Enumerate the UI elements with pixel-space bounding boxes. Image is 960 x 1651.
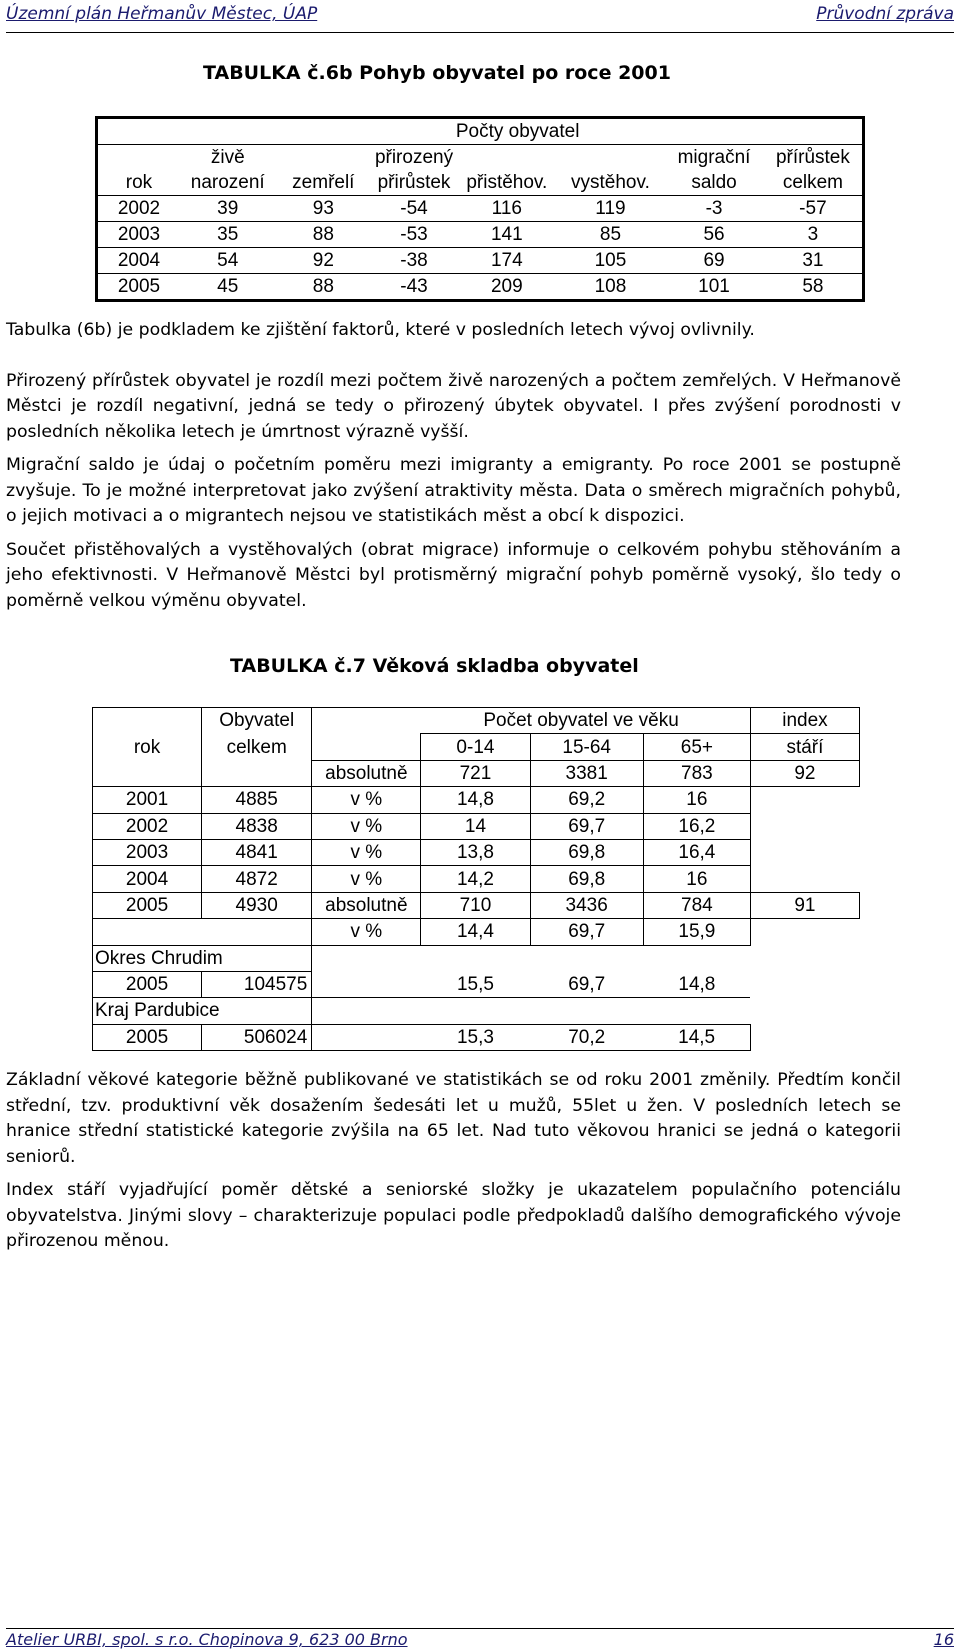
empty-cell [421, 945, 530, 971]
col-header: rok [125, 172, 153, 193]
empty-cell [750, 945, 859, 971]
table-cell: 69,8 [530, 866, 643, 892]
empty-cell [750, 971, 859, 997]
col-header: zemřelí [292, 172, 355, 193]
table-cell: 2001 [93, 787, 202, 813]
empty-cell [312, 1024, 421, 1050]
table-cell: 2005 [93, 892, 202, 918]
table-cell: 16 [643, 866, 750, 892]
table-cell: 4872 [202, 866, 312, 892]
page-header [6, 4, 954, 33]
table-cell: 58 [802, 276, 824, 297]
table-cell: 119 [595, 198, 626, 219]
table-cell: v % [312, 813, 421, 839]
table-cell: 93 [312, 198, 334, 219]
table-row [93, 945, 860, 971]
table-cell: Okres Chrudim [93, 945, 312, 971]
table-header-row [97, 145, 864, 171]
text-block-1 [6, 318, 901, 614]
table-row [93, 919, 860, 945]
table-cell: 69,7 [530, 813, 643, 839]
table-7-age-structure [92, 707, 860, 1051]
empty-cell [750, 1024, 859, 1050]
table-cell: 14,8 [643, 971, 750, 997]
empty-cell [530, 945, 643, 971]
table-cell: v % [312, 787, 421, 813]
empty-cell [664, 118, 764, 145]
empty-cell [750, 998, 859, 1024]
page-number: 16 [933, 1630, 954, 1649]
empty-cell [202, 919, 312, 945]
table-row [97, 248, 864, 274]
table-cell: 2003 [93, 839, 202, 865]
table-cell: 710 [421, 892, 530, 918]
table7-title: TABULKA č.7 Věková skladba obyvatel [230, 655, 639, 677]
table-cell: v % [312, 839, 421, 865]
empty-cell [312, 971, 421, 997]
table-6b-population-movement [95, 116, 865, 302]
col-header: celkem [782, 172, 843, 193]
empty-cell [750, 839, 859, 865]
table-cell: 4841 [202, 839, 312, 865]
table-cell: 14 [421, 813, 530, 839]
col-header: vystěhov. [571, 172, 650, 193]
table-cell: 506024 [202, 1024, 312, 1050]
paragraph: Přirozený přírůstek obyvatel je rozdíl mezi počtem živě narozených a počtem zemřelých. V Heřmanově Městci je rozdíl negativní, jedná se tedy o přirozený úbytek obyvatel. I přes zvýšení porodnosti v posledních několika letech je úmrtnost výrazně vyšší. [6, 370, 901, 442]
table-cell: 69 [703, 250, 725, 271]
table-cell: 45 [217, 276, 239, 297]
table-cell: 16,2 [643, 813, 750, 839]
empty-cell [276, 145, 372, 171]
table-cell: 15,9 [643, 919, 750, 945]
empty-cell [93, 760, 202, 786]
table-cell: 69,7 [530, 971, 643, 997]
table-cell: 16 [643, 787, 750, 813]
table-cell: 2005 [117, 276, 161, 297]
empty-cell [750, 866, 859, 892]
table-cell: stáří [750, 734, 859, 760]
table-cell: 69,8 [530, 839, 643, 865]
table-cell: -43 [400, 276, 428, 297]
table-cell: 209 [490, 276, 523, 297]
table-cell: 2003 [117, 224, 161, 245]
table-cell: 16,4 [643, 839, 750, 865]
empty-cell [643, 945, 750, 971]
col-header: živě [180, 145, 276, 171]
table-cell: 15-64 [530, 734, 643, 760]
table-cell: 4885 [202, 787, 312, 813]
table-cell: -54 [400, 198, 428, 219]
text-block-2 [6, 1068, 901, 1255]
table-row [93, 892, 860, 918]
table-cell: 14,2 [421, 866, 530, 892]
table-cell: 14,4 [421, 919, 530, 945]
table-cell: Kraj Pardubice [93, 998, 312, 1024]
table-cell: Počet obyvatel ve věku [312, 708, 751, 734]
table-cell: 105 [594, 250, 627, 271]
table-row [93, 971, 860, 997]
table-header-row [97, 170, 864, 196]
col-header: přistěhov. [466, 172, 548, 193]
table-cell: 101 [698, 276, 730, 297]
table-cell: 3 [807, 224, 819, 245]
table-cell: v % [312, 866, 421, 892]
table-row [97, 222, 864, 248]
table-cell: 14,8 [421, 787, 530, 813]
table-cell: 69,7 [530, 919, 643, 945]
col-header: migrační [664, 145, 764, 171]
paragraph: Součet přistěhovalých a vystěhovalých (obrat migrace) informuje o celkovém pohybu stěhováním a jeho efektivnosti. V Heřmanově Městci byl protisměrný migrační pohyb poměrně vysoký, šlo tedy o poměrně velkou výměnu obyvatel. [6, 539, 901, 611]
table-cell: rok [93, 734, 202, 760]
empty-cell [202, 760, 312, 786]
table-cell: 783 [643, 760, 750, 786]
table-cell: 88 [312, 224, 334, 245]
paragraph: Tabulka (6b) je podkladem ke zjištění faktorů, které v posledních letech vývoj ovlivnily. [6, 320, 755, 340]
table-cell: 3381 [530, 760, 643, 786]
table-cell: absolutně [312, 892, 421, 918]
table6-title: TABULKA č.6b Pohyb obyvatel po roce 2001 [203, 62, 671, 84]
table-row [93, 1024, 860, 1050]
empty-cell [764, 118, 864, 145]
table-cell: 174 [490, 250, 523, 271]
table-header-row [93, 708, 860, 734]
table-cell: 108 [594, 276, 627, 297]
table-cell: 70,2 [530, 1024, 643, 1050]
empty-cell [93, 919, 202, 945]
table-cell: celkem [202, 734, 312, 760]
table-cell: 104575 [202, 971, 312, 997]
table-cell: 65+ [643, 734, 750, 760]
table-cell: -57 [799, 198, 827, 219]
table-cell: 2004 [117, 250, 161, 271]
table-header-row [93, 734, 860, 760]
table-cell: 4838 [202, 813, 312, 839]
empty-cell [97, 145, 180, 171]
paragraph: Index stáří vyjadřující poměr dětské a seniorské složky je ukazatelem populačního potenciálu obyvatelstva. Jinými slovy – charakterizuje populaci podle předpokladů dalšího demografického vývoje přirozenou měnou. [6, 1180, 901, 1251]
table-cell: 69,2 [530, 787, 643, 813]
table-cell: absolutně [312, 760, 421, 786]
table-cell: 15,5 [421, 971, 530, 997]
col-header: narození [190, 172, 265, 193]
col-header: saldo [691, 172, 737, 193]
table-cell: v % [312, 919, 421, 945]
table-cell: 91 [750, 892, 859, 918]
table-cell: 31 [802, 250, 824, 271]
table-cell: 88 [312, 276, 334, 297]
table-cell: 116 [491, 198, 522, 219]
empty-cell [750, 813, 859, 839]
table-cell: index [750, 708, 859, 734]
empty-cell [557, 145, 665, 171]
table-cell: 2005 [93, 971, 202, 997]
table-row [93, 998, 860, 1024]
table-row [93, 813, 860, 839]
paragraph: Migrační saldo je údaj o početním poměru mezi imigranty a emigranty. Po roce 2001 se postupně zvyšuje. To je možné interpretovat jako zvýšení atraktivity města. Data o směrech migračních pohybů, o jejich motivaci a o migrantech nejsou ve statistikách měst a obcí k dispozici. [6, 455, 901, 526]
table-cell: 54 [217, 250, 239, 271]
empty-cell [276, 118, 372, 145]
table-cell: 56 [703, 224, 725, 245]
empty-cell [530, 998, 643, 1024]
header-left-text: Územní plán Heřmanův Městec, ÚAP [6, 4, 318, 24]
table-cell: -53 [400, 224, 428, 245]
table-row [93, 760, 860, 786]
table-cell: 2005 [93, 1024, 202, 1050]
header-right-text: Průvodní zpráva [816, 4, 954, 24]
col-header: přirůstek [377, 172, 451, 193]
empty-cell [93, 708, 202, 734]
table-cell: 2004 [93, 866, 202, 892]
table-row [97, 196, 864, 222]
table-cell: 35 [217, 224, 239, 245]
empty-cell [643, 998, 750, 1024]
footer-left-text: Atelier URBI, spol. s r.o. Chopinova 9, 623 00 Brno [6, 1630, 408, 1649]
empty-cell [421, 998, 530, 1024]
table-row [93, 839, 860, 865]
table-cell: -3 [705, 198, 723, 219]
page-footer [6, 1628, 954, 1651]
table-cell: -38 [400, 250, 428, 271]
table-cell: 2002 [93, 813, 202, 839]
table-cell: 13,8 [421, 839, 530, 865]
empty-cell [750, 919, 859, 945]
table-cell: 141 [490, 224, 523, 245]
table-cell: 0-14 [421, 734, 530, 760]
col-header: přírůstek [764, 145, 864, 171]
table-row [93, 866, 860, 892]
table-cell: 784 [643, 892, 750, 918]
table-cell: 4930 [202, 892, 312, 918]
empty-cell [312, 945, 421, 971]
table-cell: 721 [421, 760, 530, 786]
table-cell: 39 [217, 198, 239, 219]
table-cell: Obyvatel [202, 708, 312, 734]
paragraph: Základní věkové kategorie běžně publikované ve statistikách se od roku 2001 změnily. Předtím končil střední, tzv. produktivní věk dosažením šedesáti let u mužů, 55let u žen. V posledních letech se hranice střední statistické kategorie zvýšila na 65 let. Nad tuto věkovou hranici se jedná o kategorii seniorů. [6, 1070, 901, 1167]
empty-cell [312, 734, 421, 760]
empty-cell [97, 118, 180, 145]
empty-cell [457, 145, 557, 171]
table-cell: 2002 [117, 198, 161, 219]
col-header: přirozený [371, 145, 457, 171]
empty-cell [312, 998, 421, 1024]
table-header-row [97, 118, 864, 145]
empty-cell [180, 118, 276, 145]
group-header: Počty obyvatel [455, 121, 580, 142]
table-cell: 15,3 [421, 1024, 530, 1050]
table-cell: 14,5 [643, 1024, 750, 1050]
table-cell: 92 [312, 250, 334, 271]
empty-cell [750, 787, 859, 813]
table-cell: 3436 [530, 892, 643, 918]
table-cell: 92 [750, 760, 859, 786]
table-row [93, 787, 860, 813]
table-row [97, 274, 864, 301]
table-cell: 85 [599, 224, 622, 245]
